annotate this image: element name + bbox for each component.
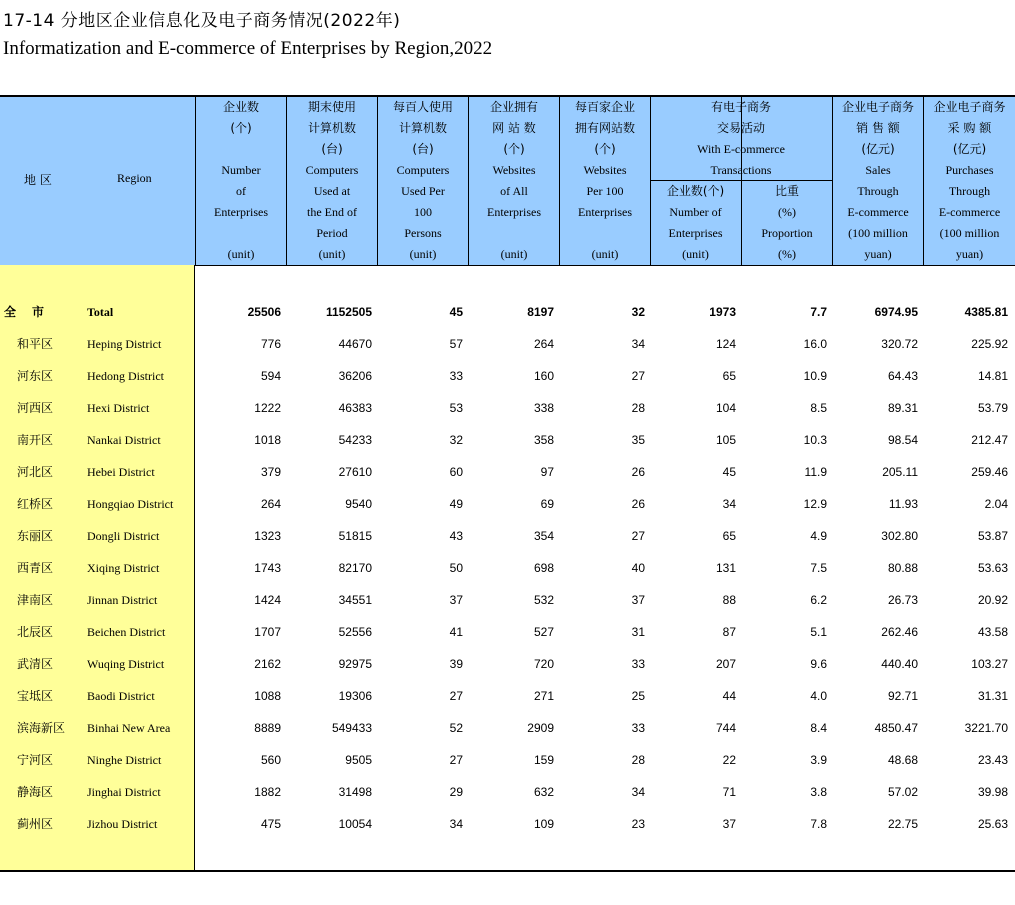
table-cell: 27 xyxy=(449,689,463,703)
table-cell: 34 xyxy=(631,785,645,799)
table-row xyxy=(0,392,1015,424)
table-cell: 48.68 xyxy=(887,753,918,767)
table-cell: 53.87 xyxy=(977,529,1008,543)
ecommerce-subheader-line: Enterprises xyxy=(668,226,723,240)
table-cell: 32 xyxy=(449,433,463,447)
header-col-4-line: Websites xyxy=(492,163,536,177)
header-col-5-line: 拥有网站数 xyxy=(574,121,635,135)
table-cell: 26.73 xyxy=(887,593,918,607)
table-cell: 37 xyxy=(631,593,645,607)
table-cell: 264 xyxy=(533,337,554,351)
header-col-9-line: Through xyxy=(948,184,991,198)
table-cell: 43.58 xyxy=(977,625,1008,639)
table-cell: 532 xyxy=(533,593,554,607)
region-name-cn: 红桥区 xyxy=(17,497,54,511)
header-col-9-line: 采 购 额 xyxy=(947,121,992,135)
table-cell: 105 xyxy=(715,433,736,447)
table-cell: 34 xyxy=(722,497,736,511)
header-col-8-line: Sales xyxy=(865,163,891,177)
region-name-cn: 津南区 xyxy=(17,593,54,607)
table-cell: 10.3 xyxy=(803,433,827,447)
header-col-9-line: yuan) xyxy=(955,247,984,261)
region-name-en: Baodi District xyxy=(87,689,155,703)
header-col-8 xyxy=(832,97,923,265)
header-col-5-line: Enterprises xyxy=(578,205,632,219)
table-cell: 57 xyxy=(449,337,463,351)
region-name-cn: 宝坻区 xyxy=(17,689,54,703)
header-col-3-line: (台) xyxy=(412,142,434,156)
table-cell: 720 xyxy=(533,657,554,671)
table-cell: 29 xyxy=(449,785,463,799)
table-cell: 212.47 xyxy=(971,433,1008,447)
table-cell: 1743 xyxy=(254,561,281,575)
table-row xyxy=(0,648,1015,680)
table-cell: 1973 xyxy=(709,305,736,319)
region-name-en: Ninghe District xyxy=(87,753,162,767)
header-col-2 xyxy=(286,97,377,265)
ecommerce-subheader-line: Proportion xyxy=(761,226,813,240)
table-row xyxy=(0,520,1015,552)
ecommerce-subheader-line: 比重 xyxy=(774,184,799,198)
table-cell: 51815 xyxy=(338,529,372,543)
header-col-2-line: 计算机数 xyxy=(307,121,356,135)
header-col-5-line: Per 100 xyxy=(586,184,624,198)
table-cell: 205.11 xyxy=(882,465,918,479)
table-cell: 12.9 xyxy=(803,497,827,511)
header-col-9-line: Purchases xyxy=(945,163,994,177)
header-col-8-line: 企业电子商务 xyxy=(841,100,914,114)
ecommerce-subheader-rule xyxy=(651,180,833,181)
region-header-cn: 地 区 xyxy=(24,173,52,187)
table-cell: 338 xyxy=(533,401,554,415)
table-cell: 7.7 xyxy=(810,305,827,319)
header-col-5-line: (unit) xyxy=(591,247,619,261)
table-row xyxy=(0,584,1015,616)
table-cell: 225.92 xyxy=(971,337,1008,351)
table-cell: 28 xyxy=(631,753,645,767)
table-cell: 52556 xyxy=(338,625,372,639)
table-cell: 354 xyxy=(533,529,554,543)
header-col-1-line: Enterprises xyxy=(214,205,268,219)
region-name-cn: 宁河区 xyxy=(17,753,54,767)
header-col-5-line: Websites xyxy=(583,163,627,177)
table-row xyxy=(0,712,1015,744)
region-name-en: Jinnan District xyxy=(87,593,158,607)
region-name-en: Hebei District xyxy=(87,465,155,479)
table-row xyxy=(0,552,1015,584)
ecommerce-subheader-line: (%) xyxy=(778,247,796,261)
region-name-cn: 东丽区 xyxy=(17,529,54,543)
table-cell: 27 xyxy=(449,753,463,767)
table-row xyxy=(0,424,1015,456)
header-col-1-line: (个) xyxy=(230,121,252,135)
region-name-en: Wuqing District xyxy=(87,657,165,671)
page-title-cn: 17-14 分地区企业信息化及电子商务情况(2022年) xyxy=(3,11,401,31)
table-cell: 6974.95 xyxy=(874,305,918,319)
table-cell: 8889 xyxy=(254,721,281,735)
table-row xyxy=(0,456,1015,488)
table-cell: 4385.81 xyxy=(964,305,1008,319)
table-cell: 1018 xyxy=(254,433,281,447)
table-cell: 2.04 xyxy=(984,497,1008,511)
table-cell: 82170 xyxy=(338,561,372,575)
table-cell: 92975 xyxy=(338,657,372,671)
header-col-3-line: Persons xyxy=(404,226,442,240)
ecommerce-group-header xyxy=(650,97,832,181)
table-cell: 259.46 xyxy=(971,465,1008,479)
table-cell: 34 xyxy=(631,337,645,351)
table-cell: 57.02 xyxy=(887,785,918,799)
table-cell: 3.8 xyxy=(810,785,827,799)
table-cell: 31.31 xyxy=(977,689,1008,703)
table-cell: 1424 xyxy=(254,593,281,607)
table-cell: 31 xyxy=(631,625,645,639)
table-cell: 33 xyxy=(449,369,463,383)
table-cell: 40 xyxy=(631,561,645,575)
header-col-4-line: (个) xyxy=(503,142,525,156)
region-name-en: Hexi District xyxy=(87,401,150,415)
header-col-3-line: 100 xyxy=(414,205,432,219)
table-cell: 262.46 xyxy=(881,625,918,639)
header-col-4-line: 企业拥有 xyxy=(489,100,538,114)
table-cell: 6.2 xyxy=(810,593,827,607)
table-cell: 33 xyxy=(631,721,645,735)
table-cell: 11.93 xyxy=(888,497,918,511)
region-name-cn: 和平区 xyxy=(17,337,54,351)
ecommerce-subheader-line: 企业数(个) xyxy=(666,184,725,198)
region-name-en: Nankai District xyxy=(87,433,161,447)
ecommerce-subheader-2 xyxy=(741,181,832,265)
header-col-8-line: (100 million xyxy=(848,226,908,240)
ecommerce-subheader-line: (unit) xyxy=(682,247,709,261)
table-cell: 8.4 xyxy=(810,721,827,735)
table-cell: 26 xyxy=(631,465,645,479)
table-cell: 271 xyxy=(533,689,554,703)
table-cell: 207 xyxy=(715,657,736,671)
header-col-8-line: yuan) xyxy=(864,247,892,261)
table-cell: 65 xyxy=(722,369,736,383)
header-col-2-line: Period xyxy=(316,226,348,240)
table-cell: 28 xyxy=(631,401,645,415)
header-col-8-line: 销 售 额 xyxy=(856,121,900,135)
table-cell: 53.63 xyxy=(977,561,1008,575)
region-name-cn: 全市 xyxy=(4,305,61,319)
table-cell: 1707 xyxy=(254,625,281,639)
header-col-1-line: (unit) xyxy=(227,247,255,261)
region-name-en: Dongli District xyxy=(87,529,160,543)
region-name-en: Heping District xyxy=(87,337,162,351)
region-name-en: Total xyxy=(87,305,114,319)
region-name-cn: 西青区 xyxy=(17,561,54,575)
table-cell: 10054 xyxy=(338,817,372,831)
region-name-en: Hedong District xyxy=(87,369,164,383)
table-cell: 109 xyxy=(533,817,554,831)
header-col-3-line: (unit) xyxy=(409,247,437,261)
table-cell: 3.9 xyxy=(810,753,827,767)
table-cell: 27610 xyxy=(338,465,372,479)
ecommerce-group-line: Transactions xyxy=(710,163,772,177)
header-col-3-line: Used Per xyxy=(401,184,445,198)
table-cell: 14.81 xyxy=(977,369,1008,383)
table-cell: 25 xyxy=(631,689,645,703)
table-cell: 35 xyxy=(631,433,645,447)
table-cell: 46383 xyxy=(338,401,372,415)
table-cell: 632 xyxy=(533,785,554,799)
region-name-en: Jizhou District xyxy=(87,817,158,831)
table-cell: 1323 xyxy=(254,529,281,543)
table-cell: 3221.70 xyxy=(964,721,1008,735)
table-cell: 19306 xyxy=(338,689,372,703)
header-col-4-line: 网 站 数 xyxy=(492,121,536,135)
table-cell: 10.9 xyxy=(803,369,827,383)
table-cell: 159 xyxy=(533,753,554,767)
table-row xyxy=(0,808,1015,840)
table-cell: 25.63 xyxy=(977,817,1008,831)
table-cell: 53 xyxy=(449,401,463,415)
table-cell: 32 xyxy=(631,305,645,319)
table-cell: 4.9 xyxy=(810,529,827,543)
table-cell: 27 xyxy=(631,369,645,383)
header-col-8-line: Through xyxy=(857,184,899,198)
table-cell: 264 xyxy=(260,497,281,511)
table-cell: 27 xyxy=(631,529,645,543)
table-cell: 34 xyxy=(449,817,463,831)
table-cell: 549433 xyxy=(331,721,372,735)
header-col-1-line: 企业数 xyxy=(222,100,259,114)
header-col-2-line: Used at xyxy=(313,184,351,198)
table-cell: 7.5 xyxy=(810,561,827,575)
table-cell: 1152505 xyxy=(325,305,372,319)
table-cell: 594 xyxy=(260,369,281,383)
table-cell: 98.54 xyxy=(887,433,918,447)
table-cell: 131 xyxy=(715,561,736,575)
table-cell: 37 xyxy=(722,817,736,831)
table-row xyxy=(0,776,1015,808)
table-cell: 104 xyxy=(715,401,736,415)
table-cell: 87 xyxy=(722,625,736,639)
table-cell: 71 xyxy=(722,785,736,799)
table-cell: 60 xyxy=(449,465,463,479)
bottom-rule xyxy=(0,870,1015,872)
table-cell: 776 xyxy=(260,337,281,351)
header-col-9-line: (100 million xyxy=(939,226,1000,240)
header-col-4-line: (unit) xyxy=(500,247,528,261)
region-name-en: Binhai New Area xyxy=(87,721,171,735)
table-cell: 9540 xyxy=(345,497,372,511)
table-cell: 2162 xyxy=(254,657,281,671)
header-col-3-line: 每百人使用 xyxy=(392,100,453,114)
header-col-2-line: (unit) xyxy=(318,247,346,261)
table-cell: 49 xyxy=(449,497,463,511)
table-cell: 23.43 xyxy=(977,753,1008,767)
table-cell: 20.92 xyxy=(977,593,1008,607)
table-cell: 560 xyxy=(260,753,281,767)
table-row xyxy=(0,744,1015,776)
ecommerce-subheader-line: (%) xyxy=(778,205,796,219)
table-cell: 69 xyxy=(540,497,554,511)
table-cell: 80.88 xyxy=(887,561,918,575)
region-name-cn: 北辰区 xyxy=(17,625,54,639)
region-name-cn: 南开区 xyxy=(17,433,54,447)
header-col-5-line: (个) xyxy=(594,142,616,156)
table-cell: 11.9 xyxy=(804,465,827,479)
table-cell: 22.75 xyxy=(887,817,918,831)
table-cell: 5.1 xyxy=(810,625,827,639)
table-cell: 39.98 xyxy=(977,785,1008,799)
ecommerce-group-line: With E-commerce xyxy=(697,142,785,156)
table-cell: 25506 xyxy=(247,305,281,319)
table-cell: 7.8 xyxy=(810,817,827,831)
table-cell: 4850.47 xyxy=(874,721,918,735)
table-cell: 302.80 xyxy=(881,529,918,543)
table-cell: 527 xyxy=(533,625,554,639)
table-cell: 54233 xyxy=(338,433,372,447)
header-col-9 xyxy=(923,97,1015,265)
table-cell: 43 xyxy=(449,529,463,543)
header-col-3-line: Computers xyxy=(396,163,450,177)
table-row xyxy=(0,616,1015,648)
table-row xyxy=(0,328,1015,360)
header-col-2-line: 期末使用 xyxy=(307,100,356,114)
table-cell: 97 xyxy=(540,465,554,479)
table-cell: 92.71 xyxy=(887,689,918,703)
table-cell: 44670 xyxy=(338,337,372,351)
table-cell: 9.6 xyxy=(810,657,827,671)
table-cell: 44 xyxy=(722,689,736,703)
table-cell: 16.0 xyxy=(803,337,827,351)
table-cell: 103.27 xyxy=(971,657,1008,671)
region-name-en: Jinghai District xyxy=(87,785,161,799)
table-cell: 698 xyxy=(533,561,554,575)
table-row xyxy=(0,488,1015,520)
table-cell: 53.79 xyxy=(977,401,1008,415)
table-row xyxy=(0,360,1015,392)
region-name-cn: 蓟州区 xyxy=(17,817,54,831)
table-cell: 45 xyxy=(449,305,463,319)
header-col-9-line: E-commerce xyxy=(938,205,1001,219)
table-cell: 37 xyxy=(449,593,463,607)
table-cell: 8197 xyxy=(527,305,554,319)
table-cell: 64.43 xyxy=(887,369,918,383)
table-cell: 31498 xyxy=(338,785,372,799)
region-name-en: Beichen District xyxy=(87,625,166,639)
table-cell: 22 xyxy=(722,753,736,767)
header-col-5 xyxy=(559,97,650,265)
region-name-cn: 河西区 xyxy=(17,401,54,415)
table-cell: 39 xyxy=(449,657,463,671)
table-cell: 440.40 xyxy=(881,657,918,671)
header-col-9-line: 企业电子商务 xyxy=(933,100,1006,114)
header-col-2-line: the End of xyxy=(307,205,357,219)
header-col-3 xyxy=(377,97,468,265)
region-name-cn: 河东区 xyxy=(17,369,54,383)
header-col-9-line: (亿元) xyxy=(952,142,987,156)
table-cell: 65 xyxy=(722,529,736,543)
table-cell: 45 xyxy=(722,465,736,479)
table-cell: 2909 xyxy=(527,721,554,735)
table-cell: 124 xyxy=(715,337,736,351)
header-col-4-line: of All xyxy=(500,184,528,198)
region-header-en: Region xyxy=(117,171,152,185)
header-col-8-line: (亿元) xyxy=(861,142,895,156)
table-cell: 50 xyxy=(449,561,463,575)
table-row-total xyxy=(0,296,1015,328)
header-col-8-line: E-commerce xyxy=(847,205,909,219)
page-title-en: Informatization and E-commerce of Enterprises by Region,2022 xyxy=(3,38,493,59)
region-name-cn: 静海区 xyxy=(17,785,54,799)
table-cell: 8.5 xyxy=(810,401,827,415)
header-col-1 xyxy=(195,97,286,265)
region-name-cn: 河北区 xyxy=(17,465,54,479)
table-cell: 160 xyxy=(533,369,554,383)
region-name-en: Xiqing District xyxy=(87,561,160,575)
region-name-en: Hongqiao District xyxy=(87,497,174,511)
table-cell: 41 xyxy=(449,625,463,639)
table-cell: 88 xyxy=(722,593,736,607)
table-cell: 36206 xyxy=(338,369,372,383)
table-cell: 358 xyxy=(533,433,554,447)
table-cell: 52 xyxy=(449,721,463,735)
header-col-5-line: 每百家企业 xyxy=(574,100,635,114)
table-cell: 1222 xyxy=(254,401,281,415)
header-col-2-line: (台) xyxy=(321,142,343,156)
table-cell: 23 xyxy=(631,817,645,831)
table-cell: 475 xyxy=(260,817,281,831)
table-cell: 33 xyxy=(631,657,645,671)
table-cell: 9505 xyxy=(345,753,372,767)
header-col-3-line: 计算机数 xyxy=(398,121,447,135)
table-row xyxy=(0,680,1015,712)
table-cell: 1882 xyxy=(254,785,281,799)
table-cell: 1088 xyxy=(254,689,281,703)
table-cell: 89.31 xyxy=(887,401,918,415)
header-col-1-line: Number xyxy=(221,163,261,177)
region-name-cn: 滨海新区 xyxy=(17,721,66,735)
ecommerce-group-line: 交易活动 xyxy=(716,121,765,135)
region-name-cn: 武清区 xyxy=(17,657,54,671)
header-col-4-line: Enterprises xyxy=(487,205,541,219)
header-col-4 xyxy=(468,97,559,265)
table-cell: 320.72 xyxy=(881,337,918,351)
header-col-2-line: Computers xyxy=(305,163,359,177)
table-cell: 34551 xyxy=(338,593,372,607)
table-cell: 379 xyxy=(260,465,281,479)
ecommerce-group-line: 有电子商务 xyxy=(710,100,771,114)
table-cell: 744 xyxy=(715,721,736,735)
table-cell: 4.0 xyxy=(810,689,827,703)
header-col-1-line: of xyxy=(236,184,246,198)
table-cell: 26 xyxy=(631,497,645,511)
ecommerce-subheader-1 xyxy=(650,181,741,265)
ecommerce-subheader-line: Number of xyxy=(669,205,722,219)
